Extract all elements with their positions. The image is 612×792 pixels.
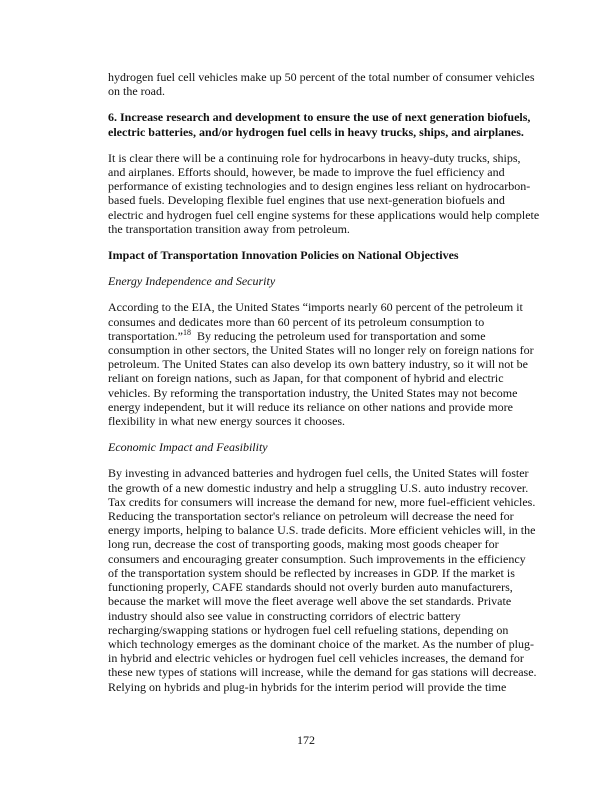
text-line: Reducing the transportation sector's reliance on petroleum will decrease the need for — [108, 509, 514, 524]
text-line: recharging/swapping stations or hydrogen fuel cell refueling stations, depending on — [108, 622, 509, 637]
text-line: of the transportation system should be reflected by increases in GDP. If the market is — [108, 565, 515, 580]
text-line: consumes and dedicates more than 60 percent of its petroleum consumption to — [108, 314, 485, 329]
text-line: Relying on hybrids and plug-in hybrids for the interim period will provide the time — [108, 679, 507, 694]
text-line: According to the EIA, the United States “imports nearly 60 percent of the petroleum it — [108, 300, 523, 315]
text-line: reliant on foreign nations, such as Japan, for that component of hybrid and electric — [108, 371, 504, 386]
subheading-energy-independence — [108, 274, 528, 288]
text-line: in hybrid and electric vehicles or hydrogen fuel cell vehicles increases, the demand for — [108, 651, 524, 666]
text-line: It is clear there will be a continuing role for hydrocarbons in heavy-duty trucks, ships, — [108, 150, 521, 165]
text-line: 6. Increase research and development to ensure the use of next generation biofuels, — [108, 110, 531, 125]
text-line: electric batteries, and/or hydrogen fuel cells in heavy trucks, ships, and airplanes. — [108, 124, 524, 139]
text-segment: By reducing the petroleum used for transportation and some — [190, 328, 486, 343]
text-line: Economic Impact and Feasibility — [108, 440, 268, 455]
text-line: energy independent, but it will reduce its reliance on other nations and provide more — [108, 399, 513, 414]
text-line: functioning properly, CAFE standards should not overly burden auto manufacturers, — [108, 580, 513, 595]
text-line: Energy Independence and Security — [108, 274, 276, 289]
paragraph-energy-independence — [108, 300, 534, 429]
text-line: the transportation transition away from petroleum. — [108, 221, 350, 236]
text-line: the growth of a new domestic industry and help a struggling U.S. auto industry recover. — [108, 480, 529, 495]
document-page — [108, 70, 540, 706]
paragraph-economic-impact — [108, 466, 537, 694]
text-line: because the market will move the fleet average well above the set standards. Private — [108, 594, 512, 609]
text-line: Impact of Transportation Innovation Policies on National Objectives — [108, 248, 459, 263]
page-number: 172 — [297, 733, 315, 747]
subheading-economic-impact — [108, 440, 528, 454]
text-line-with-footnote — [108, 329, 528, 343]
paragraph-continuation — [108, 70, 535, 99]
text-line: hydrogen fuel cell vehicles make up 50 percent of the total number of consumer vehicles — [108, 70, 535, 84]
text-segment: transportation.” — [108, 328, 183, 343]
recommendation-6-heading — [108, 110, 531, 139]
text-line: which technology emerges as the dominant choice of the market. As the number of plug- — [108, 636, 534, 651]
text-line: based fuels. Developing flexible fuel engines that use next-generation biofuels and — [108, 193, 505, 208]
paragraph-hydrocarbons — [108, 150, 540, 236]
footnote-marker[interactable]: 18 — [182, 327, 191, 337]
text-line: industry should also see value in constructing corridors of electric battery — [108, 608, 461, 623]
text-line: on the road. — [108, 84, 165, 99]
text-line: Tax credits for consumers will increase the demand for new, more fuel-efficient vehicles. — [108, 494, 536, 509]
text-line: consumption in other sectors, the United States will no longer rely on foreign nations for — [108, 343, 534, 358]
text-line: energy imports, helping to balance U.S. trade deficits. More efficient vehicles will, in the — [108, 523, 536, 538]
text-line: petroleum. The United States can also develop its own battery industry, so it will not be — [108, 357, 528, 372]
text-line: these new types of stations will increase, while the demand for gas stations will decrease. — [108, 665, 537, 680]
text-line: and airplanes. Efforts should, however, be made to improve the fuel efficiency and — [108, 165, 505, 180]
text-line: consumers and encouraging greater consumption. Such improvements in the efficiency — [108, 551, 526, 566]
text-line: By investing in advanced batteries and hydrogen fuel cells, the United States will foster — [108, 466, 529, 481]
section-heading-impact — [108, 248, 528, 262]
text-line: long run, decrease the cost of transporting goods, making most goods cheaper for — [108, 537, 499, 552]
text-line: vehicles. By reforming the transportation industry, the United States may not become — [108, 385, 518, 400]
text-line: electric and hydrogen fuel cell engine systems for these applications would help complete — [108, 207, 540, 222]
text-line: performance of existing technologies and to design engines less reliant on hydrocarbon- — [108, 179, 531, 194]
text-line: flexibility in what new energy sources it chooses. — [108, 414, 346, 429]
